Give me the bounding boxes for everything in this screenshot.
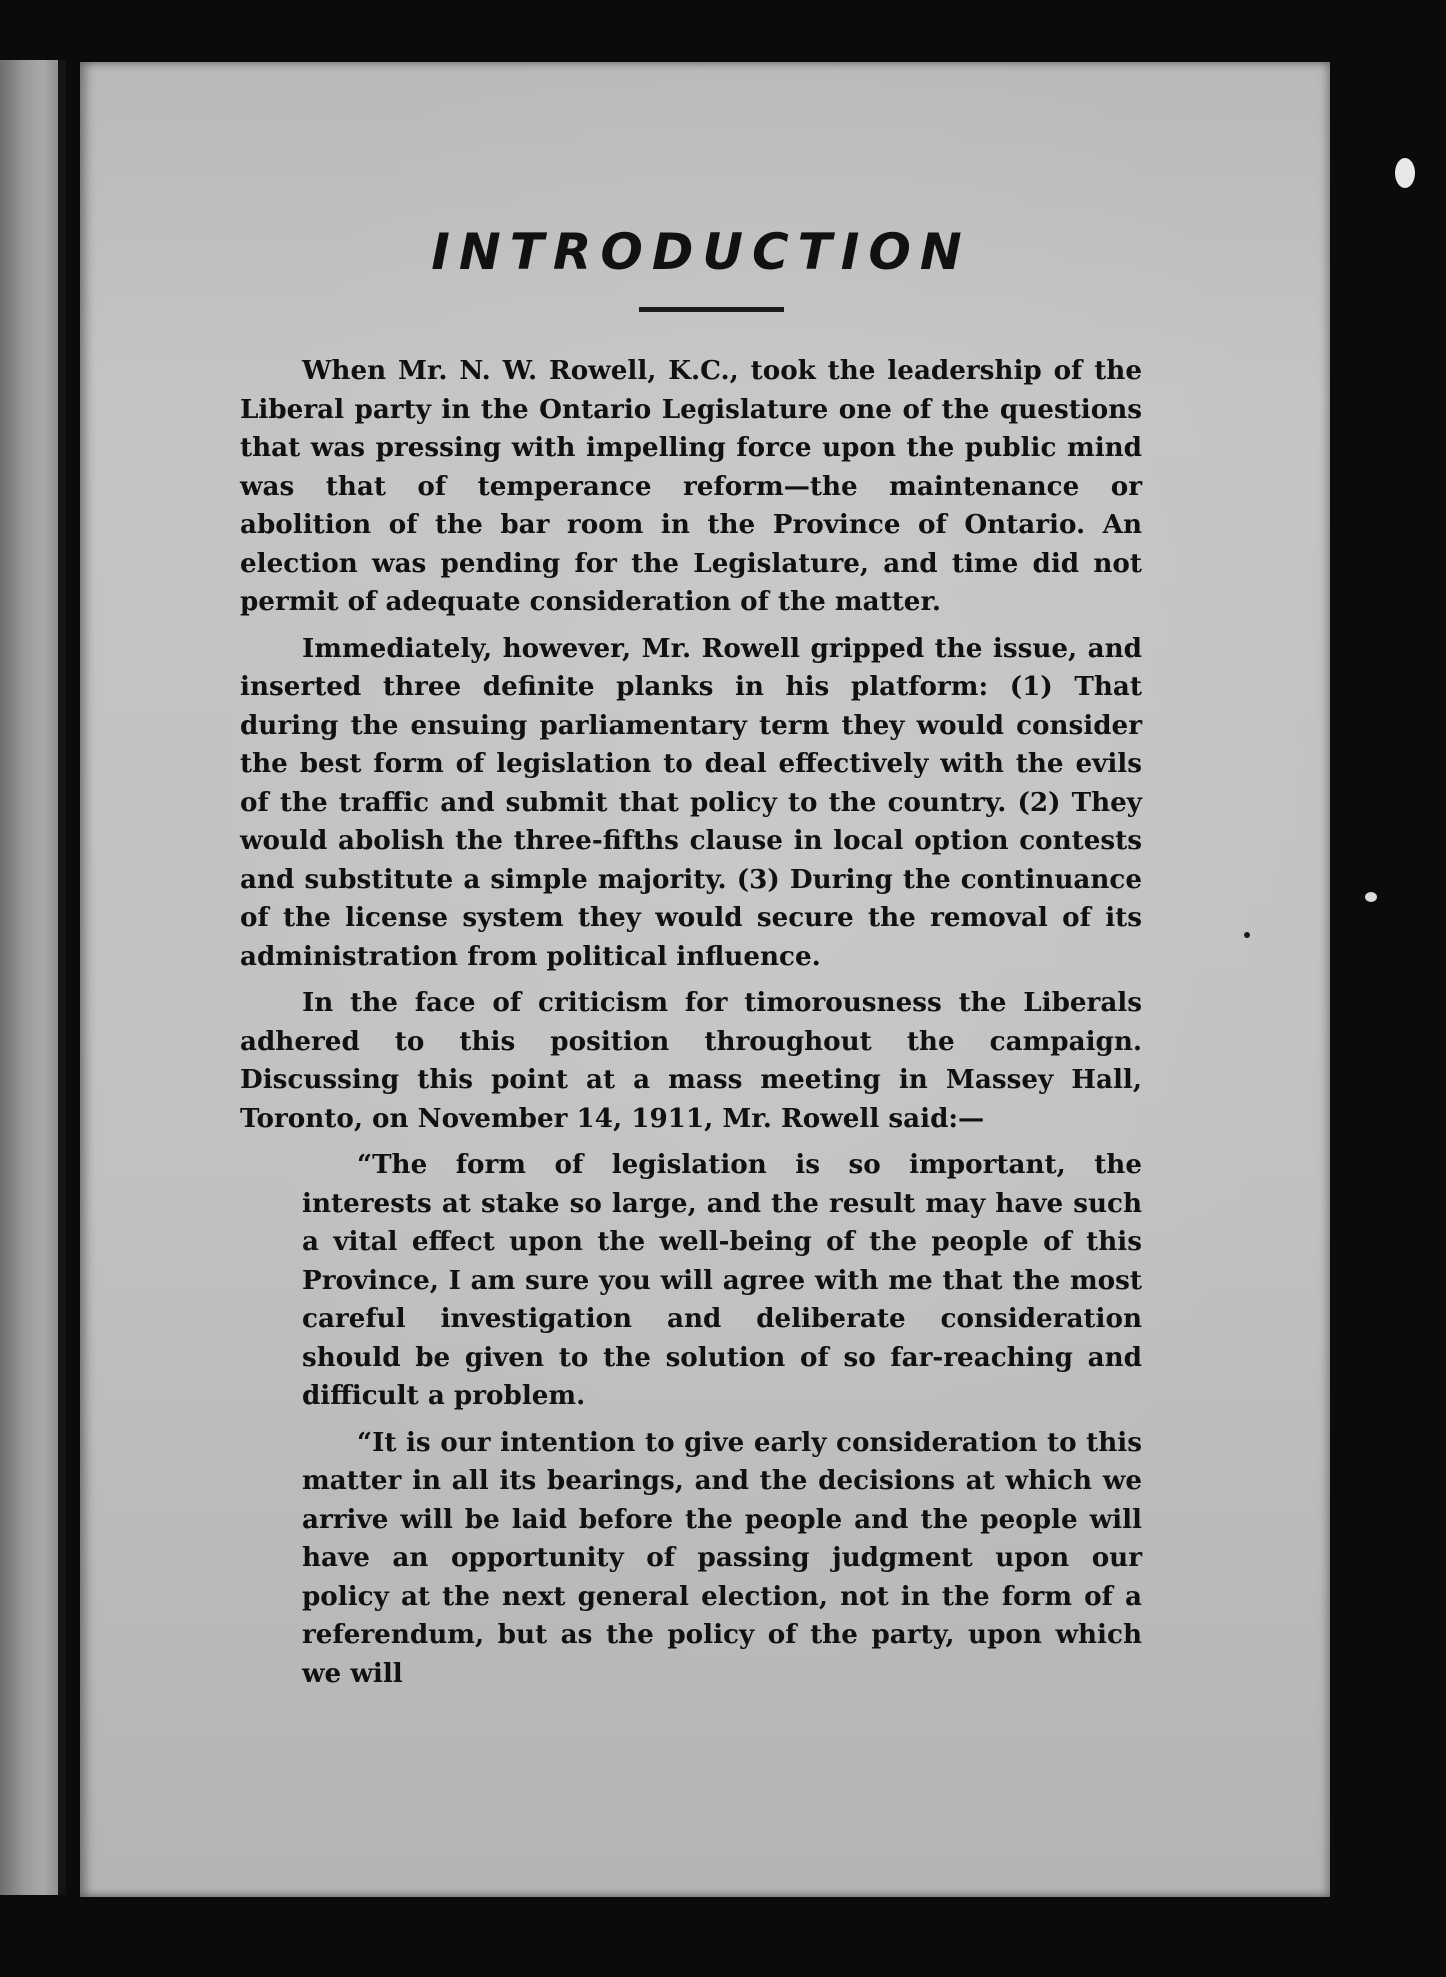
quote-paragraph-2: “It is our intention to give early consideration to this matter in all its bearings, and the decisions at which we arrive will be laid before the people and the people will have an opportunity of passing judgment upon our policy at the next general election, not in the form of a referendum, but as the policy of the party, upon which we will xyxy=(302,1426,1142,1689)
scan-artifact xyxy=(1365,892,1377,902)
scan-artifact xyxy=(1244,932,1250,938)
title-divider xyxy=(639,307,784,312)
quote-paragraph-1: “The form of legislation is so important, the interests at stake so large, and the result may have such a vital effect upon the well-being of the people of this Province, I am sure you will agree with me that the most careful investigation and deliberate consideration should be given to the solution of so far-reaching and difficult a problem. xyxy=(302,1149,1142,1411)
scan-artifact xyxy=(1395,158,1415,188)
page-content xyxy=(240,223,1142,1701)
book-page xyxy=(80,62,1330,1897)
book-spine xyxy=(58,60,66,1895)
paragraph-1: When Mr. N. W. Rowell, K.C., took the leadership of the Liberal party in the Ontario Legislature one of the questions that was pressing with impelling force upon the public mind was that of temperance reform—the maintenance or abolition of the bar room in the Province of Ontario. An election was pending for the Legislature, and time did not permit of adequate consideration of the matter. xyxy=(240,355,1142,617)
paragraph-3: In the face of criticism for timorousness the Liberals adhered to this position throughout the campaign. Discussing this point at a mass meeting in Massey Hall, Toronto, on November 14, 1911, Mr. Rowell said:— xyxy=(240,987,1142,1134)
page-title: INTRODUCTION xyxy=(431,223,971,281)
paragraph-2: Immediately, however, Mr. Rowell gripped the issue, and inserted three definite planks in his platform: (1) That during the ensuing parliamentary term they would consider the best form of legislation to deal effectively with the evils of the traffic and submit that policy to the country. (2) They would abolish the three-fifths clause in local option contests and substitute a simple majority. (3) During the continuance of the license system they would secure the removal of its administration from political influence. xyxy=(240,632,1142,972)
facing-page-edge xyxy=(0,60,62,1895)
